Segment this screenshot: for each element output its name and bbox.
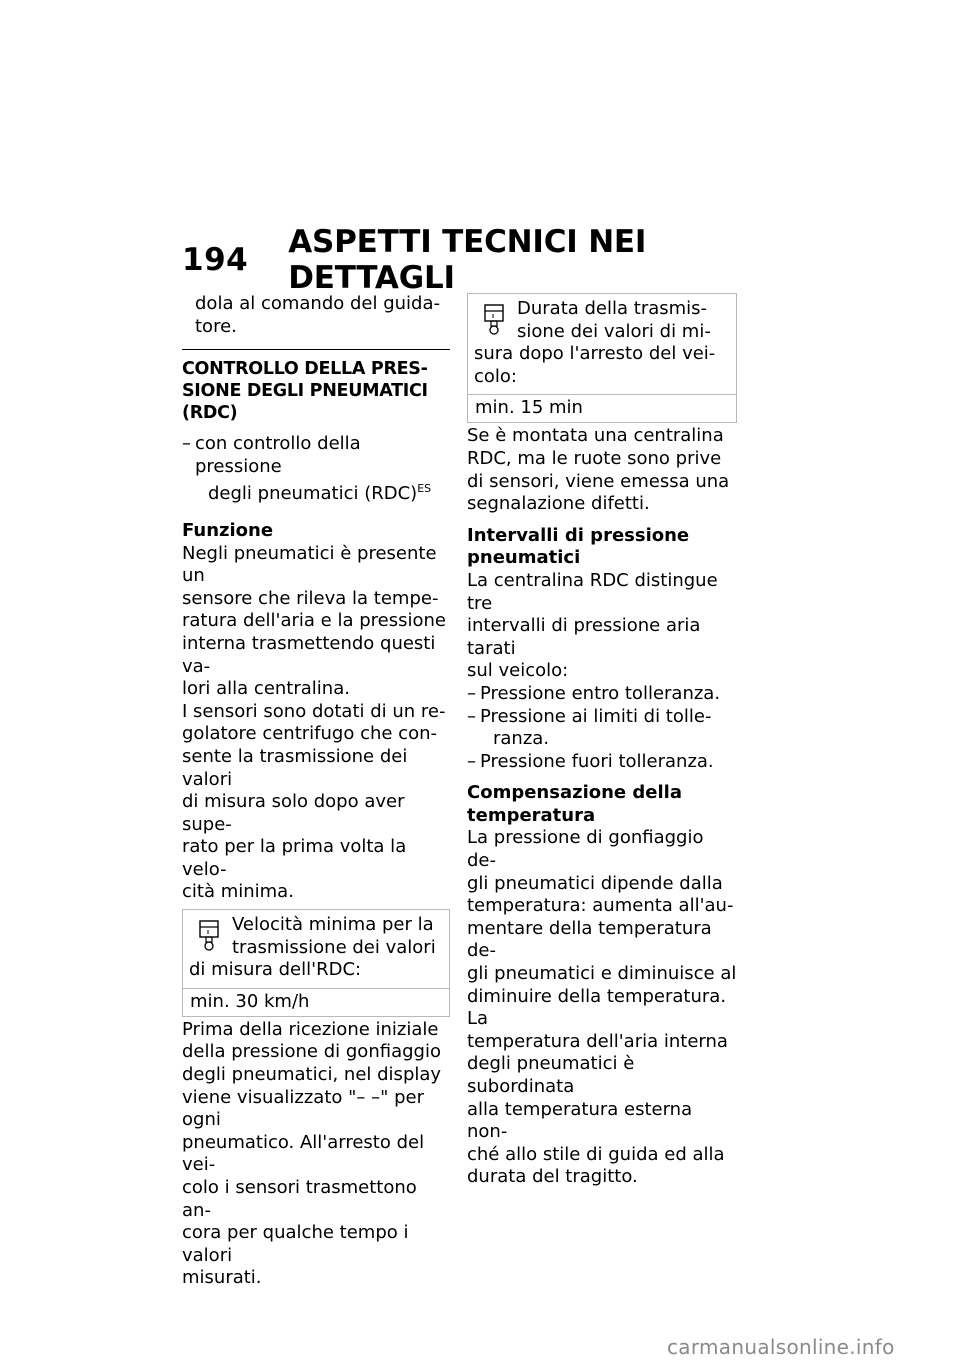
- paragraph-line: alla temperatura esterna non-: [467, 1098, 693, 1143]
- list-item: [467, 683, 737, 706]
- paragraph-line: gli pneumatici e diminuisce al: [467, 963, 737, 985]
- paragraph-line: di misura solo dopo aver supe-: [182, 791, 405, 835]
- paragraph-line: di sensori, viene emessa una: [467, 470, 730, 492]
- paragraph-line: sensore che rileva la tempe-: [182, 587, 439, 609]
- spec-value: min. 30 km/h: [183, 988, 449, 1016]
- paragraph-line: della pressione di gonfiaggio: [182, 1041, 441, 1063]
- tire-pressure-gauge-icon: [197, 920, 221, 952]
- paragraph-line: durata del tragitto.: [467, 1166, 638, 1188]
- paragraph-line: intervalli di pressione aria tarati: [467, 615, 701, 659]
- paragraph-line: RDC, ma le ruote sono prive: [467, 447, 722, 469]
- list-item: [467, 751, 737, 774]
- paragraph-line: interna trasmettendo questi va-: [182, 632, 436, 677]
- intervalli-heading: Intervalli di pressione: [467, 524, 690, 546]
- spec-label-line: di misura dell'RDC:: [189, 959, 362, 981]
- option-superscript: ES: [417, 482, 432, 496]
- section-title: SIONE DEGLI PNEUMATICI: [182, 381, 428, 402]
- paragraph-line: cora per qualche tempo i valori: [182, 1222, 409, 1266]
- intro-line: dola al comando del guida-: [195, 293, 440, 314]
- section-divider: [182, 349, 450, 424]
- intervalli-heading: pneumatici: [467, 547, 581, 569]
- spec-box-duration: [467, 293, 737, 423]
- paragraph-line: gli pneumatici dipende dalla: [467, 872, 723, 894]
- paragraph-line: La centralina RDC distingue tre: [467, 569, 718, 614]
- paragraph-line: viene visualizzato "– –" per ogni: [182, 1086, 425, 1131]
- spec-value: min. 15 min: [468, 394, 736, 422]
- spec-label-line: Durata della trasmis-: [517, 298, 708, 319]
- list-item-text: Pressione fuori tolleranza.: [480, 750, 714, 772]
- paragraph-line: colo i sensori trasmettono an-: [182, 1177, 417, 1221]
- spec-box-label: [183, 910, 449, 988]
- intro-line: tore.: [195, 315, 237, 337]
- spec-label-line: Velocità minima per la: [232, 914, 434, 936]
- watermark: carmanualsonline.info: [667, 1335, 895, 1359]
- paragraph-line: sente la trasmissione dei valori: [182, 745, 408, 790]
- paragraph-line: Prima della ricezione iniziale: [182, 1018, 439, 1040]
- paragraph-line: mentare della temperatura de-: [467, 917, 712, 962]
- paragraph-line: ché allo stile di guida ed alla: [467, 1143, 725, 1165]
- spec-label-line: sione dei valori di mi-: [517, 320, 711, 342]
- list-item-text: Pressione entro tolleranza.: [480, 682, 721, 704]
- spec-box-min-speed: [182, 909, 450, 1017]
- paragraph-line: rato per la prima volta la velo-: [182, 836, 407, 880]
- paragraph-line: temperatura: aumenta all'au-: [467, 895, 734, 917]
- spec-label-line: trasmissione dei valori: [232, 936, 436, 958]
- list-item-text: ranza.: [493, 728, 550, 750]
- funzione-heading: Funzione: [182, 519, 274, 541]
- spec-label-line: sura dopo l'arresto del vei-: [474, 343, 716, 365]
- option-text: con controllo della pressione: [195, 433, 361, 477]
- paragraph-line: La pressione di gonfiaggio de-: [467, 827, 704, 872]
- page-header: [182, 224, 742, 296]
- option-text: degli pneumatici (RDC)$^{ES}$: [208, 482, 432, 505]
- right-column: [467, 293, 737, 1189]
- paragraph-line: Se è montata una centralina: [467, 425, 724, 447]
- paragraph-line: Negli pneumatici è presente un: [182, 542, 437, 587]
- dash-bullet: –: [467, 682, 476, 704]
- paragraph-line: golatore centrifugo che con-: [182, 723, 437, 745]
- paragraph-line: misurati.: [182, 1267, 262, 1289]
- paragraph-line: cità minima.: [182, 881, 294, 903]
- list-item: [467, 706, 737, 751]
- page-number: 194: [182, 242, 249, 278]
- paragraph-line: temperatura dell'aria interna: [467, 1030, 728, 1052]
- paragraph-line: lori alla centralina.: [182, 678, 350, 700]
- paragraph-line: ratura dell'aria e la pressione: [182, 610, 446, 632]
- paragraph-line: I sensori sono dotati di un re-: [182, 700, 446, 722]
- list-item-text: Pressione ai limiti di tolle-: [480, 705, 712, 727]
- spec-label-line: colo:: [474, 365, 517, 387]
- paragraph-line: degli pneumatici, nel display: [182, 1064, 442, 1086]
- left-column: [182, 293, 450, 1290]
- dash-bullet: –: [182, 433, 191, 455]
- compensazione-heading: Compensazione della: [467, 782, 682, 804]
- spec-box-label: [468, 294, 736, 394]
- paragraph-line: degli pneumatici è subordinata: [467, 1053, 635, 1097]
- tire-pressure-gauge-icon: [482, 304, 506, 336]
- paragraph-line: pneumatico. All'arresto del vei-: [182, 1131, 425, 1176]
- dash-bullet: –: [467, 750, 476, 772]
- option-item: [182, 433, 450, 506]
- section-title: (RDC): [182, 403, 238, 424]
- paragraph-line: sul veicolo:: [467, 660, 569, 682]
- section-title: CONTROLLO DELLA PRES-: [182, 359, 428, 380]
- chapter-title: ASPETTI TECNICI NEI DETTAGLI: [288, 224, 647, 296]
- paragraph-line: diminuire della temperatura. La: [467, 985, 727, 1030]
- paragraph-line: segnalazione difetti.: [467, 493, 650, 515]
- dash-bullet: –: [467, 705, 476, 727]
- compensazione-heading: temperatura: [467, 804, 596, 826]
